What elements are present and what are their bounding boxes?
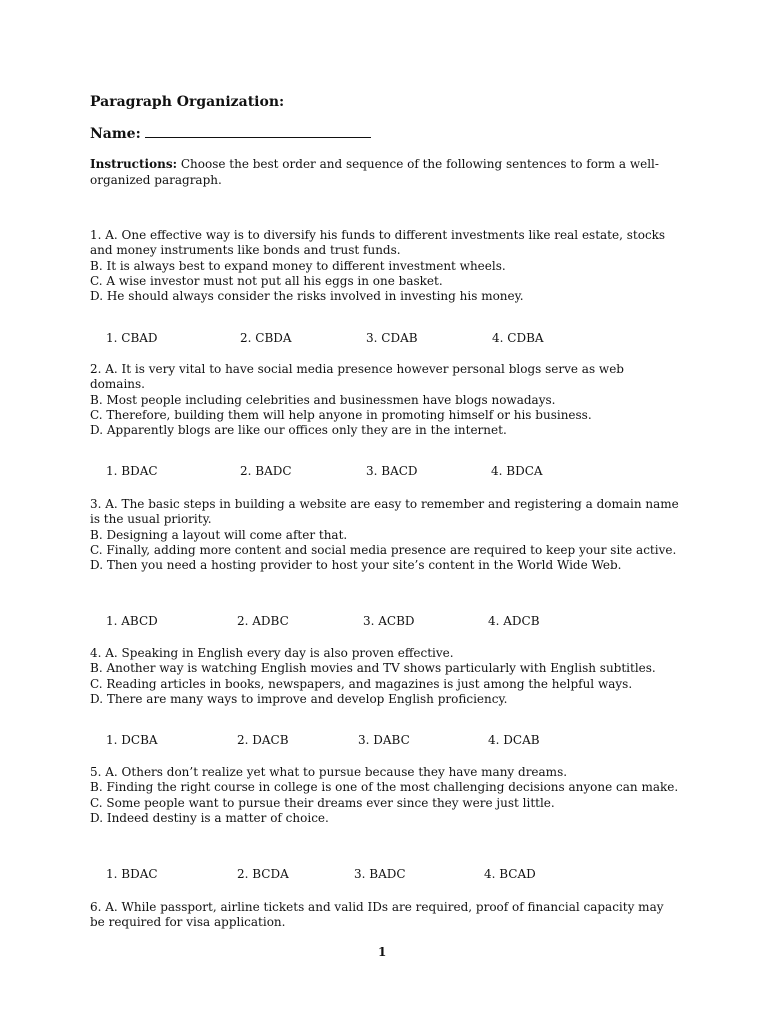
question-3-option-3: 3. ACBD: [363, 614, 415, 628]
question-5-sentence-d: D. Indeed destiny is a matter of choice.: [90, 810, 329, 825]
question-5: [90, 765, 680, 826]
question-1-sentence-b: B. It is always best to expand money to different investment wheels.: [90, 258, 506, 273]
question-4: [90, 646, 680, 707]
name-field-row: [90, 124, 371, 144]
question-5-option-4: 4. BCAD: [484, 867, 536, 881]
question-4-option-1: 1. DCBA: [106, 733, 158, 747]
page-number: 1: [378, 945, 387, 959]
question-2-sentence-b: B. Most people including celebrities and businessmen have blogs nowadays.: [90, 392, 556, 407]
question-3-option-2: 2. ADBC: [237, 614, 289, 628]
question-2-sentence-d: D. Apparently blogs are like our offices only they are in the internet.: [90, 423, 507, 438]
question-3-sentence-d: D. Then you need a hosting provider to host your site’s content in the World Wide Web.: [90, 558, 622, 573]
question-1-sentence-a: 1. A. One effective way is to diversify his funds to different investments like real estate, stocks and money instruments like bonds and trust funds.: [90, 228, 666, 258]
question-3-option-4: 4. ADCB: [488, 614, 540, 628]
question-2-option-1: 1. BDAC: [106, 464, 158, 478]
question-3-sentence-a: 3. A. The basic steps in building a website are easy to remember and registering a domain name is the usual priority.: [90, 497, 679, 527]
document-title: Paragraph Organization:: [90, 94, 285, 110]
instructions-paragraph: [90, 156, 670, 188]
question-6: [90, 900, 680, 931]
question-2-option-4: 4. BDCA: [491, 464, 543, 478]
question-5-sentence-a: 5. A. Others don’t realize yet what to pursue because they have many dreams.: [90, 765, 568, 779]
question-1-option-3: 3. CDAB: [366, 331, 418, 345]
question-4-sentence-a: 4. A. Speaking in English every day is also proven effective.: [90, 646, 454, 660]
question-4-sentence-c: C. Reading articles in books, newspapers, and magazines is just among the helpful ways.: [90, 676, 633, 691]
question-3-sentence-c: C. Finally, adding more content and social media presence are required to keep your site active.: [90, 542, 677, 557]
instructions-text: Choose the best order and sequence of the following sentences to form a well-organized paragraph.: [90, 157, 659, 187]
question-5-sentence-b: B. Finding the right course in college is one of the most challenging decisions anyone can make.: [90, 780, 679, 795]
question-1-option-4: 4. CDBA: [492, 331, 544, 345]
question-1-option-2: 2. CBDA: [240, 331, 292, 345]
question-1: [90, 228, 680, 304]
question-2-option-3: 3. BACD: [366, 464, 418, 478]
question-6-sentence-a: 6. A. While passport, airline tickets and valid IDs are required, proof of financial capacity may be required for visa application.: [90, 900, 664, 930]
question-2-sentence-a: 2. A. It is very vital to have social media presence however personal blogs serve as web domains.: [90, 362, 624, 392]
question-3-sentence-b: B. Designing a layout will come after that.: [90, 527, 348, 542]
question-4-option-2: 2. DACB: [237, 733, 289, 747]
question-4-option-3: 3. DABC: [358, 733, 410, 747]
question-2-option-2: 2. BADC: [240, 464, 292, 478]
question-3-option-1: 1. ABCD: [106, 614, 158, 628]
question-4-sentence-d: D. There are many ways to improve and develop English proficiency.: [90, 691, 508, 706]
question-5-sentence-c: C. Some people want to pursue their dreams ever since they were just little.: [90, 795, 555, 810]
question-3: [90, 497, 680, 573]
question-4-sentence-b: B. Another way is watching English movies and TV shows particularly with English subtitles.: [90, 661, 656, 676]
question-5-option-1: 1. BDAC: [106, 867, 158, 881]
question-1-sentence-c: C. A wise investor must not put all his eggs in one basket.: [90, 273, 443, 288]
question-5-option-2: 2. BCDA: [237, 867, 289, 881]
question-2: [90, 362, 680, 438]
name-blank-line: [145, 124, 371, 138]
question-4-option-4: 4. DCAB: [488, 733, 540, 747]
instructions-label: Instructions:: [90, 157, 178, 171]
question-1-sentence-d: D. He should always consider the risks involved in investing his money.: [90, 289, 524, 304]
question-2-sentence-c: C. Therefore, building them will help anyone in promoting himself or his business.: [90, 407, 592, 422]
name-label: Name:: [90, 126, 141, 142]
question-1-option-1: 1. CBAD: [106, 331, 158, 345]
question-5-option-3: 3. BADC: [354, 867, 406, 881]
